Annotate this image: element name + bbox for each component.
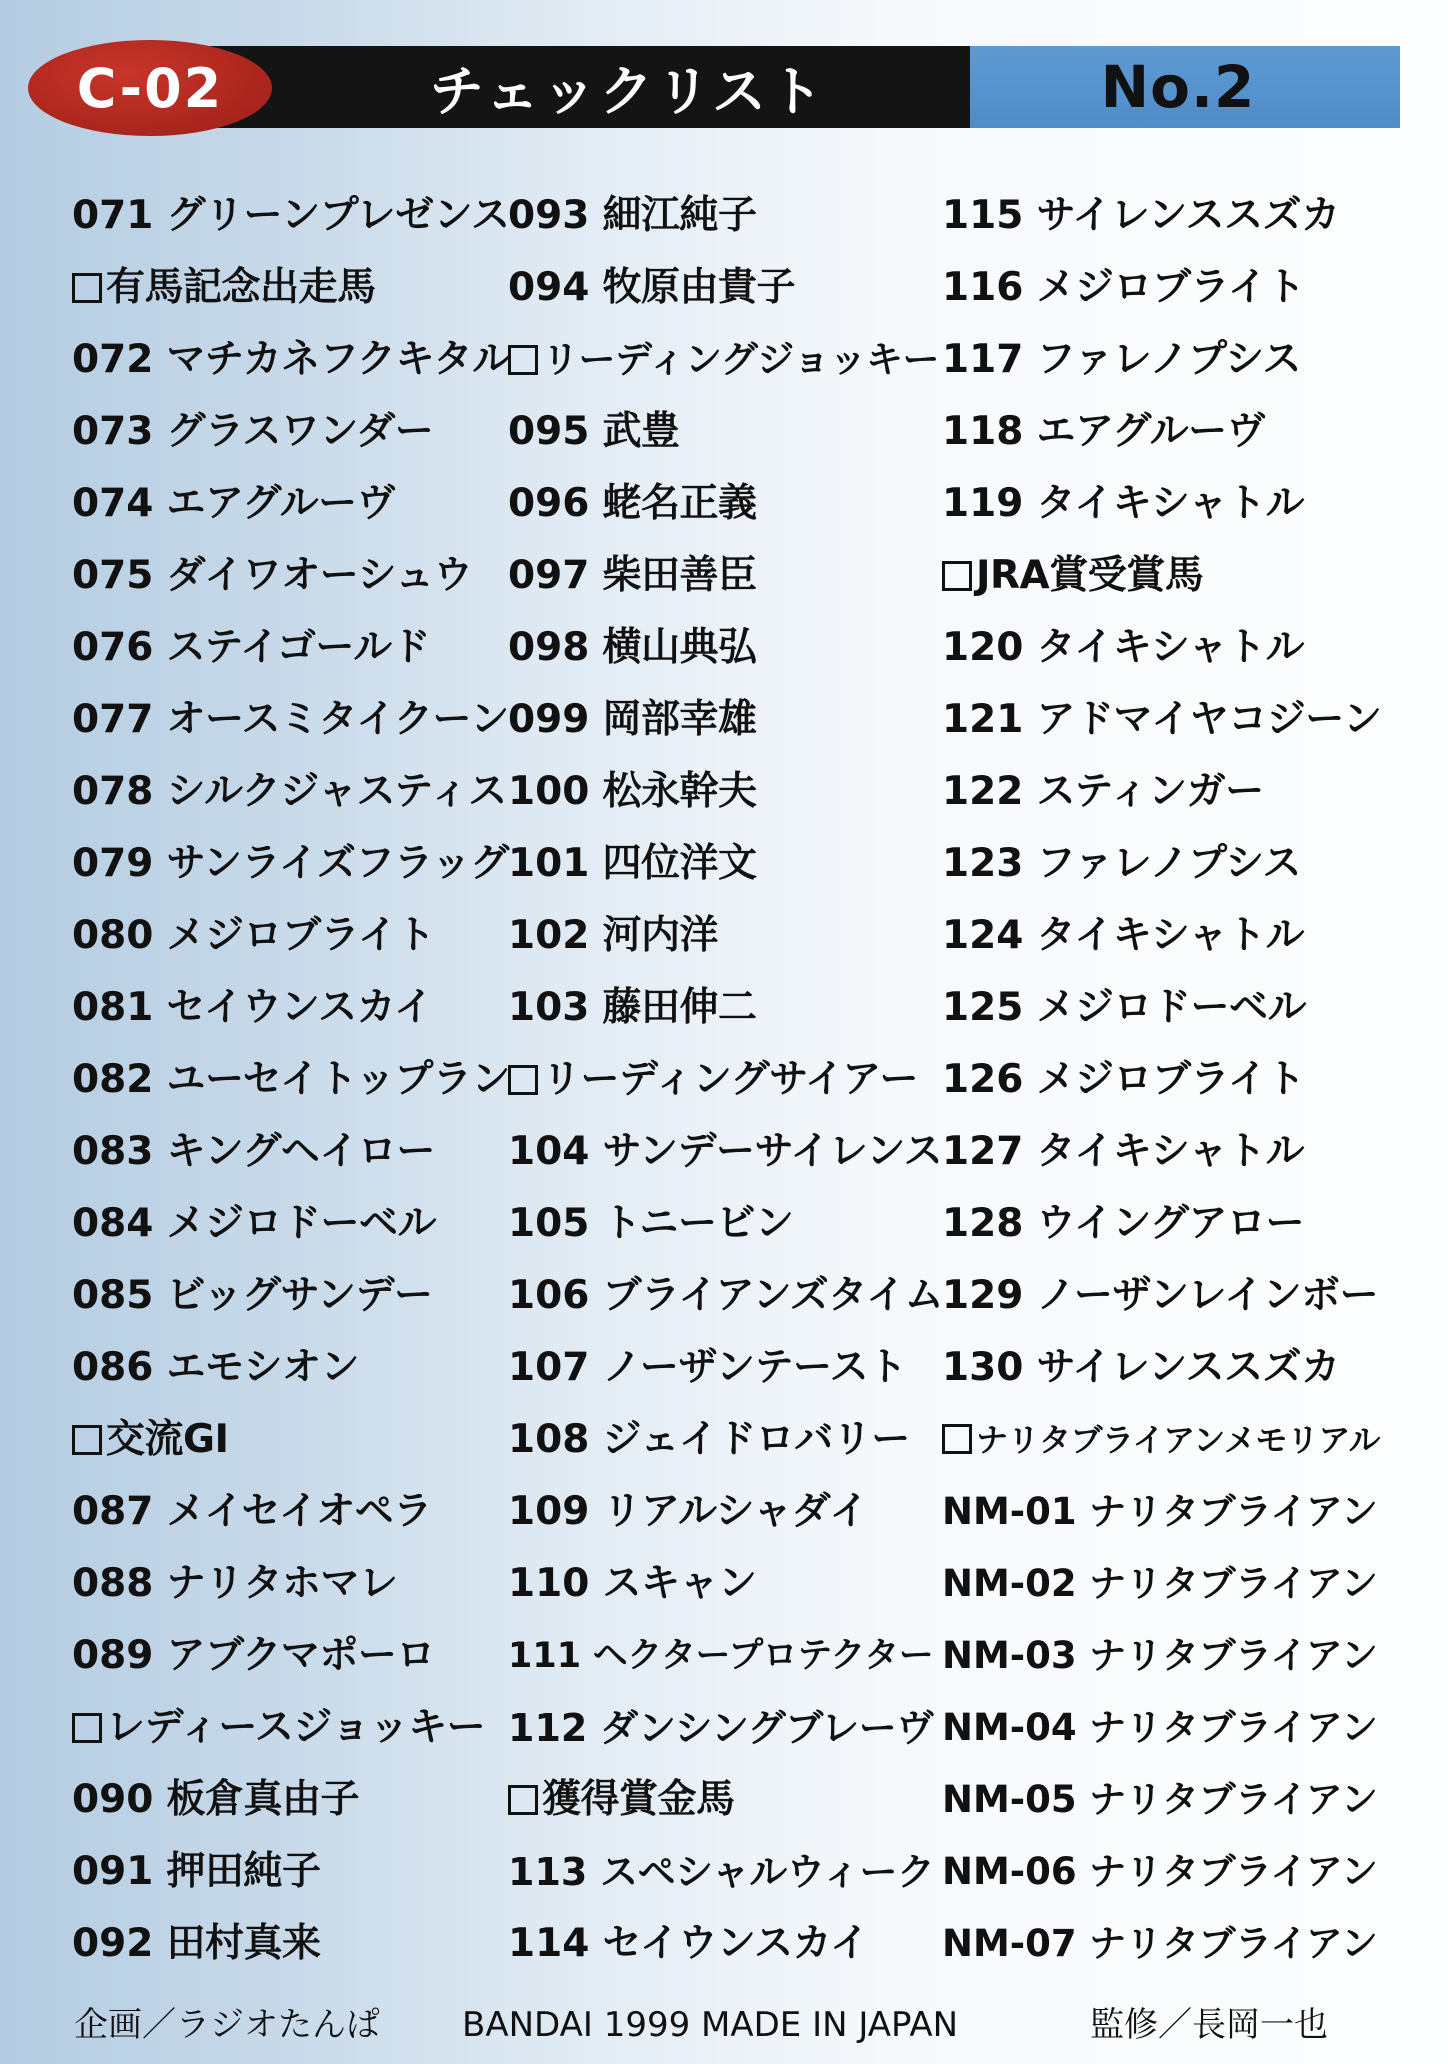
checklist-item [72,756,512,828]
checklist-item [508,1476,944,1548]
card-name-label: タイキシャトル [1036,913,1305,958]
card-name-label: メジロドーベル [1036,985,1307,1030]
card-number-label: 101 [508,841,590,886]
card-name-label: ナリタブライアン [1089,1490,1378,1533]
checklist-item [508,684,944,756]
card-name-label: タイキシャトル [1036,1129,1305,1174]
card-number-label: 103 [508,985,590,1030]
section-heading [508,1044,944,1116]
checklist-item [942,1476,1382,1548]
checklist-item [72,540,512,612]
card-name-label: ブライアンズタイム [602,1273,944,1318]
checklist-item [942,828,1382,900]
card-number-label: 088 [72,1561,154,1606]
card-name-label: シルクジャスティス [166,769,507,814]
card-name-label: ファレノプシス [1036,337,1301,382]
checklist-item [72,324,512,396]
card-name-label: 横山典弘 [602,625,757,670]
card-number-label: 089 [72,1633,154,1678]
card-code-badge: C-02 [28,40,272,136]
card-number-label: 080 [72,913,154,958]
checkbox-icon[interactable] [508,1065,538,1095]
checklist-item [72,1764,512,1836]
card-number-label: 112 [508,1706,588,1750]
card-number-label: NM-05 [942,1778,1077,1821]
checklist-column-1 [72,180,512,1980]
card-name-label: エアグルーヴ [1036,409,1266,454]
card-number-label: 085 [72,1273,154,1318]
checkbox-icon[interactable] [508,345,538,375]
card-number-label: 076 [72,625,154,670]
card-number-label: 097 [508,553,590,598]
card-name-label: セイウンスカイ [166,985,433,1030]
checklist-item [508,612,944,684]
checklist-item [942,180,1382,252]
checklist-item [942,1188,1382,1260]
card-name-label: グリーンプレゼンス [166,193,510,238]
card-number-label: 087 [72,1489,154,1534]
card-name-label: 藤田伸二 [602,985,757,1030]
card-number-label: 090 [72,1777,154,1822]
checklist-column-2 [508,180,944,1980]
card-name-label: メジロブライト [1036,265,1305,310]
checklist-item [72,1116,512,1188]
card-number-label: 107 [508,1345,590,1390]
section-heading [942,540,1382,612]
checklist-item [508,1908,944,1980]
card-number-label: 114 [508,1921,590,1966]
checklist-item [72,180,512,252]
footer-copyright: BANDAI 1999 MADE IN JAPAN [462,2005,959,2045]
card-number-label: NM-01 [942,1490,1077,1533]
card-name-label: アドマイヤコジーン [1036,697,1382,742]
checklist-item [942,1836,1382,1908]
card-name-label: ナリタホマレ [166,1561,398,1606]
card-name-label: サイレンススズカ [1036,1345,1340,1390]
card-number-label: 095 [508,409,590,454]
card-name-label: ユーセイトップラン [166,1057,510,1102]
checkbox-icon[interactable] [508,1785,538,1815]
card-name-label: リアルシャダイ [602,1489,868,1534]
card-number-label: 084 [72,1201,154,1246]
card-number-label: 125 [942,985,1024,1030]
checklist-item [72,396,512,468]
checklist-item [72,900,512,972]
card-number-label: 100 [508,769,590,814]
card-number-label: 108 [508,1417,590,1462]
section-label: リーディングサイアー [542,1057,919,1102]
card-name-label: ウイングアロー [1036,1201,1305,1246]
card-number-label: 119 [942,481,1024,526]
checklist-item [508,252,944,324]
section-label: ナリタブライアンメモリアル [976,1421,1381,1459]
card-number-label: 127 [942,1129,1024,1174]
checklist-item [72,1332,512,1404]
checklist-item [508,1332,944,1404]
checklist-item [942,468,1382,540]
card-name-label: ステイゴールド [166,625,431,670]
checklist-item [942,684,1382,756]
checklist-item [72,828,512,900]
card-name-label: ジェイドロバリー [602,1417,910,1462]
card-name-label: 板倉真由子 [166,1777,360,1822]
card-number: No.2 [1100,53,1256,121]
checklist-item [942,396,1382,468]
checklist-item [508,540,944,612]
card-number-label: 111 [508,1636,582,1676]
card-number-label: 122 [942,769,1024,814]
card-number-label: 106 [508,1273,590,1318]
footer-supervision: 監修／長岡一也 [1090,2005,1328,2045]
card-number-label: 124 [942,913,1024,958]
card-number-label: NM-06 [942,1850,1077,1893]
checklist-item [942,1044,1382,1116]
checklist-item [72,1260,512,1332]
checklist-item [942,1692,1382,1764]
card-name-label: サンデーサイレンス [602,1129,943,1174]
card-number-label: 098 [508,625,590,670]
card-name-label: 細江純子 [602,193,757,238]
section-heading [508,1764,944,1836]
section-label: JRA賞受賞馬 [976,553,1204,598]
checkbox-icon[interactable] [72,1425,102,1455]
section-label: リーディングジョッキー [542,338,940,381]
checklist-column-3 [942,180,1382,1980]
checklist-item [942,1764,1382,1836]
card-number-label: NM-02 [942,1562,1077,1605]
card-number-label: 109 [508,1489,590,1534]
card-number-label: 126 [942,1057,1024,1102]
card-name-label: ヘクタープロテクター [592,1636,934,1676]
card-number-label: 086 [72,1345,154,1390]
section-label: 有馬記念出走馬 [106,265,376,310]
card-name-label: 田村真来 [166,1921,321,1966]
card-name-label: ファレノプシス [1036,841,1301,886]
checklist-item [508,1260,944,1332]
card-number-label: NM-07 [942,1922,1077,1965]
card-name-label: 四位洋文 [602,841,757,886]
checklist-item [508,900,944,972]
checklist-item [942,1116,1382,1188]
checklist-item [72,684,512,756]
checkbox-icon[interactable] [72,273,102,303]
checkbox-icon[interactable] [72,1713,102,1743]
card-number-label: 082 [72,1057,154,1102]
checklist-item [72,1548,512,1620]
card-number-label: 102 [508,913,590,958]
card-number-label: 104 [508,1129,590,1174]
card-name-label: ナリタブライアン [1089,1562,1378,1605]
card-number-label: 121 [942,697,1024,742]
checklist-item [72,1836,512,1908]
checklist-item [508,1404,944,1476]
checklist-item [942,612,1382,684]
card-name-label: アブクマポーロ [166,1633,435,1678]
card-name-label: スティンガー [1036,769,1264,814]
checklist-item [942,1548,1382,1620]
section-label: 獲得賞金馬 [542,1777,735,1822]
card-name-label: キングヘイロー [166,1129,435,1174]
card-name-label: ビッグサンデー [166,1273,433,1318]
checklist-item [942,252,1382,324]
section-heading [942,1404,1382,1476]
card-number-label: 096 [508,481,590,526]
footer-planning: 企画／ラジオたんぱ [74,2005,380,2045]
card-name-label: タイキシャトル [1036,481,1305,526]
checklist-item [942,900,1382,972]
checklist-item [72,1476,512,1548]
card-name-label: サイレンススズカ [1036,193,1340,238]
card-number-label: 073 [72,409,154,454]
card-number-label: 113 [508,1850,588,1894]
card-number-label: 128 [942,1201,1024,1246]
card-number-label: 123 [942,841,1024,886]
card-name-label: 武豊 [602,409,680,454]
checklist-item [942,1908,1382,1980]
card-name-label: ナリタブライアン [1089,1778,1378,1821]
checklist-item [508,468,944,540]
card-number-label: 092 [72,1921,154,1966]
card-name-label: 河内洋 [602,913,719,958]
card-name-label: ナリタブライアン [1089,1706,1378,1749]
card-number-label: 116 [942,265,1024,310]
card-number-label: 120 [942,625,1024,670]
section-heading [72,1692,512,1764]
checklist-item [942,972,1382,1044]
checklist-item [508,1836,944,1908]
checklist-item [508,1620,944,1692]
card-name-label: マチカネフクキタル [166,337,511,382]
checklist-item [72,1908,512,1980]
card-number-label: 075 [72,553,154,598]
card-name-label: 松永幹夫 [602,769,757,814]
card-name-label: メジロドーベル [166,1201,437,1246]
card-number-label: 094 [508,265,590,310]
card-name-label: ダイワオーシュウ [166,553,473,598]
checkbox-icon[interactable] [942,561,972,591]
checklist-item [508,396,944,468]
card-name-label: エアグルーヴ [166,481,396,526]
card-number-label: 081 [72,985,154,1030]
card-name-label: メイセイオペラ [166,1489,432,1534]
card-name-label: 押田純子 [166,1849,321,1894]
card-name-label: タイキシャトル [1036,625,1305,670]
section-label: レディースジョッキー [106,1705,486,1750]
card-number-label: 130 [942,1345,1024,1390]
card-number-label: 117 [942,337,1024,382]
card-number-label: 072 [72,337,154,382]
card-number-label: 099 [508,697,590,742]
card-name-label: グラスワンダー [166,409,434,454]
section-heading [508,324,944,396]
checklist-item [942,1260,1382,1332]
card-title: チェックリスト [429,59,827,123]
checklist-item [508,1692,944,1764]
checklist-item [508,828,944,900]
card-name-label: 蛯名正義 [602,481,757,526]
checklist-item [72,468,512,540]
card-name-label: トニービン [602,1201,794,1246]
card-number-label: NM-04 [942,1706,1077,1749]
card-number-label: 071 [72,193,154,238]
section-heading [72,1404,512,1476]
card-name-label: サンライズフラッグ [166,841,509,886]
checklist-item [72,1044,512,1116]
card-name-label: スペシャルウィーク [600,1850,935,1894]
section-label: 交流GⅠ [106,1417,229,1462]
card-name-label: ノーザンレインボー [1036,1273,1379,1318]
card-number-label: 115 [942,193,1024,238]
card-number-label: 077 [72,697,154,742]
card-name-label: ナリタブライアン [1089,1922,1378,1965]
card-name-label: エモシオン [166,1345,360,1390]
card-number-label: 105 [508,1201,590,1246]
card-number-label: 093 [508,193,590,238]
card-name-label: ダンシングブレーヴ [600,1706,934,1750]
card-header [28,40,1370,140]
checklist-item [942,756,1382,828]
card-name-label: 牧原由貴子 [602,265,796,310]
card-number-label: 078 [72,769,154,814]
card-name-label: スキャン [602,1561,757,1606]
card-name-label: ノーザンテースト [602,1345,907,1390]
card-name-label: オースミタイクーン [166,697,509,742]
section-heading [72,252,512,324]
card-name-label: 岡部幸雄 [602,697,757,742]
checklist-item [508,1188,944,1260]
card-name-label: 柴田善臣 [602,553,757,598]
checklist-item [72,1188,512,1260]
checklist-item [942,324,1382,396]
checkbox-icon[interactable] [942,1424,972,1454]
checklist-item [508,1548,944,1620]
card-name-label: セイウンスカイ [602,1921,869,1966]
card-number-label: 074 [72,481,154,526]
card-name-label: ナリタブライアン [1089,1850,1378,1893]
card-name-label: メジロブライト [166,913,435,958]
card-number-label: 129 [942,1273,1024,1318]
card-number-label: 091 [72,1849,154,1894]
checklist-item [72,612,512,684]
card-name-label: ナリタブライアン [1089,1634,1378,1677]
checklist-item [72,972,512,1044]
card-number-label: NM-03 [942,1634,1077,1677]
checklist-item [508,1116,944,1188]
card-number-label: 079 [72,841,154,886]
checklist-item [72,1620,512,1692]
checklist-item [942,1620,1382,1692]
checklist-item [508,180,944,252]
checklist-item [508,972,944,1044]
card-name-label: メジロブライト [1036,1057,1305,1102]
card-number-label: 083 [72,1129,154,1174]
card-number-label: 110 [508,1561,590,1606]
checklist-item [942,1332,1382,1404]
checklist-item [508,756,944,828]
card-number-label: 118 [942,409,1024,454]
